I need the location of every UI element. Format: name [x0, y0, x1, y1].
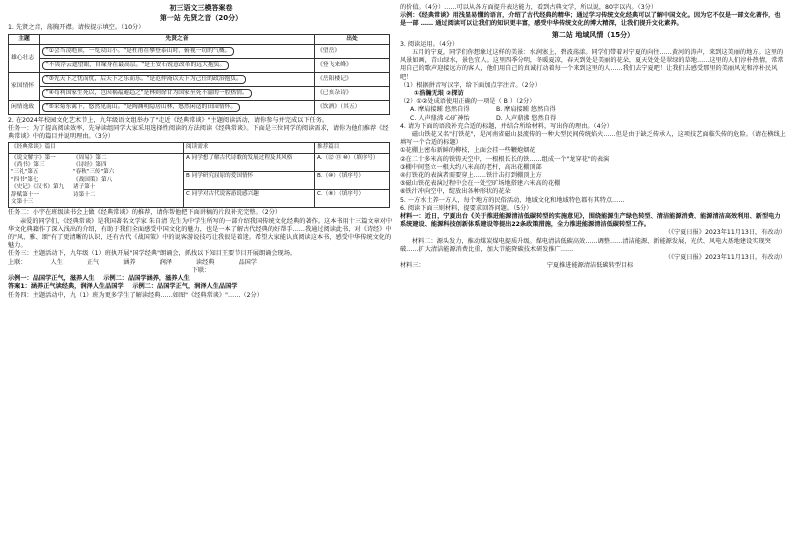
right-column — [400, 4, 786, 271]
station2-title: 第二站 地域风情（15分） — [551, 30, 635, 39]
task2-text: 亲爱的同学们，《经典常谈》是我国著名文学家 朱自清 先生为中学生所写的一部介绍我国传统文化经典的著作。这本书用十三篇文章对中华文化典籍作了深入浅出的介绍，有助于我们全面感受中国文化的魅力，也是一本了解古代经典的好帮手……我通过阅读此书，对《诗经》中的"风、雅、颂"有了更清晰的认识，还有古代《战国策》中的说客游说技巧让我很是着迷。希望大家能认真阅读这本书，感受中华传统文化的魅力。 — [8, 217, 393, 250]
q4-item: ⑥铁汁冲向空中，绽放出各种形状的花朵 — [400, 188, 511, 196]
option-b: B. 摩肩接踵 悠然自得 — [496, 106, 556, 114]
source-cell: 《已亥杂诗》 — [315, 86, 390, 100]
answer-b: B.（⑩）（填序号） — [315, 171, 390, 189]
chapter-item: "四书"第七 — [11, 176, 39, 183]
q3-intro: 3. 阅读运用。（4分） — [400, 40, 459, 48]
xialian-label: 下联： — [191, 266, 211, 274]
q4-item: ①花棚上密布新鲜的柳枝，上面会挂一些鞭炮烟花 — [400, 147, 536, 155]
chapter-item: "三礼"第五 — [11, 169, 39, 176]
option-a: A. 摩肩接踵 悠然自得 — [410, 106, 470, 114]
table-row — [9, 100, 390, 114]
verse-cell: "⑤采菊东篱下，悠然见南山。"是陶渊明隐居山林，悠然闲适的田园情怀。 — [42, 103, 240, 112]
task2: 任务二：小宇在班级读书会上做《经典常谈》的推荐，请你帮他把下面讲稿的片段补充完整。（2分） — [8, 209, 282, 217]
material-2-source: （《宁夏日报》2023年11月13日，有改动） — [664, 254, 786, 262]
th-theme: 主题 — [9, 34, 40, 44]
reading-table — [8, 142, 390, 208]
task3: 任务三：主题活动下，九年级（1）班执开展"国学经典"朗诵会，抓找以下知目王要节目开展朗诵会现场。 — [8, 250, 297, 258]
q4-item: ②在二十多米高的铁铸天空中，一根根长长的铁……组成一个"龙穿花"的表演 — [400, 155, 610, 163]
theme-cell: 雄心壮志 — [9, 44, 40, 72]
chapter-item: 文第十三 — [11, 199, 34, 206]
material-3-label: 材料三： — [400, 262, 425, 270]
th-needs: 阅读需求 — [184, 143, 315, 153]
chapter-item: 《诗经》第四 — [73, 162, 107, 169]
material-1: 材料一：近日，宁夏出台《关于推进能源清洁低碳转型的实施意见》，围绕能源生产绿色转型、清洁能源消费、能源清洁高效利用、新型电力系统建设、能源科技创新体系建设等提出22条政策措施，全力推进能源清洁低碳转型工作。 — [400, 213, 781, 229]
word: 品国学 — [238, 258, 257, 266]
q4-item: ③棚中间竖立一根大约八米高的老杆，高出花棚顶部 — [400, 163, 542, 171]
word: 润泽 — [159, 258, 172, 266]
table-row — [9, 44, 390, 58]
q3-1-answer: ①浩瀚无垠 ②探访 — [414, 90, 464, 98]
source-cell: 《登飞来峰》 — [315, 58, 390, 72]
example-2: 答案1：涵养正气读经典，润泽人生品国学 示例二：品国学正气，润泽人生品国学 — [8, 283, 238, 291]
q4-text: 磁山铁花又名"打铁花"，是河南省磁山县流传的一种大型民间传统焰火……但是由于缺乏传承人，这项技艺面临失传的危险。（请在横线上填写一个合适的标题） — [400, 131, 786, 147]
need-a: A 同学想了解古代诗歌的发展过程及其风格 — [184, 153, 315, 171]
verse-cell: "④苟利国家生死以，岂因祸福避趋之"是林则徐甘为国家至死不渝的一腔热情。 — [42, 89, 252, 98]
verse-cell: "③先天下之忧而忧，后天下之乐而乐。"是范仲淹以天下为己任的政治抱负。 — [42, 75, 246, 84]
top-text-2: 示例：《经典常谈》用浅显易懂的语言，介绍了古代经典的精华；通过学习传统文化经典可以了解中国文化。因为它不仅是一部文化著作，也是一部 …… 通过阅读可以让我们的知识更丰富，感受中华传统文化的博大精深，让我们提升文化素养。 — [400, 12, 781, 28]
q4-item: ④打铁花的表演者需要穿上……铁汁击打到棚顶上方 — [400, 172, 542, 180]
example-1: 示例一：品国学正气，滋养人生 示例二：品国学涵养，滋养人生 — [8, 275, 190, 283]
left-column — [8, 4, 394, 300]
chapter-item: "春秋"三传"第六 — [73, 169, 115, 176]
need-b: B 同学研究屈原的爱国情怀 — [184, 171, 315, 189]
table-row — [9, 72, 390, 86]
chapter-item: 《战国策》第八 — [73, 176, 113, 183]
th-chapters: 《经典常谈》篇目 — [9, 143, 184, 153]
q3-options — [400, 106, 786, 122]
q3-text: 五月的宁夏，同学们你想象过这样的美景：水润塞上，碧波荡漾。同学们带着对宁夏的向往……黄河的涛声，来到这美丽的地方。这里的风景如画，青山绿水，景色宜人。这里四季分明，冬暖夏凉，春天到处是美丽的花朵，夏天处处是翠绿的草地……这里的人们淳朴热情，常常用自己的歌声迎接远方的客人，他们用自己的真诚打动着每一个来到这里的人……我们去宁夏吧！让我们去感受那里的美丽风光和淳朴民风吧！ — [400, 49, 784, 81]
material-1-source: （《宁夏日报》2023年11月13日，有改动） — [664, 229, 786, 237]
option-c: C. 人声鼎沸 心旷神怡 — [410, 114, 470, 122]
source-cell: 《岳阳楼记》 — [315, 72, 390, 86]
chapter-item: 《史记》《汉书》第九 — [11, 184, 65, 191]
chapter-item: 《尚书》第三 — [11, 162, 45, 169]
source-cell: 《望岳》 — [315, 44, 390, 58]
exam-title: 初三语文三模答案卷 — [169, 4, 233, 12]
answer-c: C.（⑧）（填序号） — [315, 190, 390, 208]
task4: 任务四：主题活动中，九（1）班为更多学生了解读经典……如图"《经典常谈》"……（2分） — [8, 291, 263, 299]
th-verse: 先贤之音 — [40, 34, 315, 44]
q6: 6. 阅读下面三则材料，提要求回答问题。（5分） — [400, 204, 533, 212]
word: 正气 — [86, 258, 100, 266]
verse-table — [8, 34, 390, 115]
theme-cell: 闲情逸致 — [9, 100, 40, 114]
q3-2: （2）①②处成语使用正确的一项是（ B ）（2分） — [400, 98, 536, 106]
q3-1: （1）根据拼音写汉字，给下面加点字注音。（2分） — [400, 81, 541, 89]
q5: 5. 一方水土养一方人，每个地方的民俗活动、地域文化和地域特色都有其特点…… — [400, 196, 625, 204]
q4-item: ⑤磁山铁花表演过程中会在一处空旷场地搭建六米高的花棚 — [400, 180, 561, 188]
chapter-item: 诗第十二 — [73, 191, 96, 198]
word: 人生 — [50, 258, 63, 266]
chapter-list — [9, 153, 184, 208]
material-3 — [400, 262, 786, 270]
q1-intro: 1. 先贤之音，荡胸开襟。请按提示填空。（10分） — [8, 24, 145, 32]
table-row — [9, 58, 390, 72]
chapter-item: 诸子第十 — [73, 184, 96, 191]
option-d: D. 人声鼎沸 悠然自得 — [496, 114, 557, 122]
chapter-item: 辞赋第十一 — [11, 191, 39, 198]
verse-cell: "不畏浮云遮望眼，自缘身在最高层。"是王安石锐意改革的远大抱负。 — [42, 61, 229, 70]
answer-a: A.（⑫ ⑬ ⑩）（填序号） — [315, 153, 390, 171]
theme-cell: 家国情怀 — [9, 72, 40, 100]
couplet-words — [8, 259, 394, 267]
th-source: 出处 — [315, 34, 390, 44]
chapter-item: 《说文解字》第一 — [11, 154, 56, 161]
table-row — [9, 86, 390, 100]
q4: 4. 请为下面的语段补充合适的标题，并结合所给材料，写出你的理由。（4分） — [400, 122, 613, 130]
word: 读经典 — [195, 258, 215, 266]
shanglian-label: 上联： — [8, 258, 27, 266]
need-c: C 同学对古代说客游说感兴趣 — [184, 190, 315, 208]
chapter-item: 《周易》第二 — [73, 154, 107, 161]
material-3-title: 宁夏推进能源清洁低碳转型目标 — [546, 262, 634, 270]
verse-cell: "①会当凌绝顶，一览众山小。"是杜甫在攀登泰山时，俯视一切的气概。 — [42, 47, 234, 56]
q2-intro: 2. 在2024年校园文化艺术节上，九年级语文组举办了"走近《经典常谈》"主题阅读活动，请你参与并完成以下任务。 — [8, 116, 329, 124]
top-text-1: 的价值。（4分）……可以从各方面提升表达能力，看到古典文学，所以说，80字以内。（3分） — [400, 4, 658, 11]
task1: 任务一：为了提高阅读效率，先导读组同学大家采用选择性阅读的方法阅读《经典常谈》。下面是三位同学的阅读需求，请你为他们推荐《经典常谈》中的篇目并说明理由。（3分） — [8, 124, 389, 141]
word: 涵养 — [123, 258, 136, 266]
material-2: 材料二：源头发力，推动煤炭煤电提质升级。煤电清洁低碳高效……调整……清洁能源、新能源发展，光伏、风电大基地建设实现突破……扩大清洁能源消费比重，加大节能降碳技术研发推广…… — [400, 237, 771, 253]
source-cell: 《饮酒》（其五） — [315, 100, 390, 114]
station1-title: 第一站 先贤之音（20分） — [159, 14, 243, 23]
th-recommend: 推荐篇目 — [315, 143, 390, 153]
